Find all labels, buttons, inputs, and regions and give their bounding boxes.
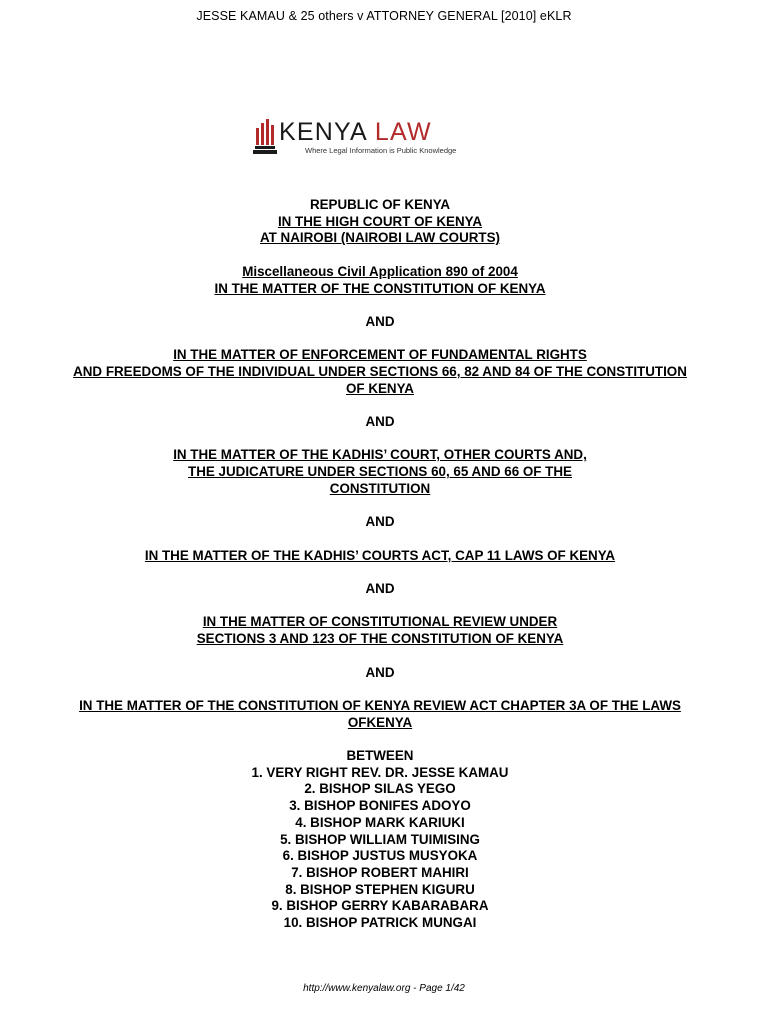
pillars-logo-icon — [253, 117, 277, 155]
kenya-law-logo — [253, 117, 468, 159]
matter-enforcement-line-2: AND FREEDOMS OF THE INDIVIDUAL UNDER SECTIONS 66, 82 AND 84 OF THE CONSTITUTION — [73, 363, 687, 379]
matter-kadhis-act: IN THE MATTER OF THE KADHIS’ COURTS ACT, CAP 11 LAWS OF KENYA — [144, 547, 616, 563]
logo-wordmark — [279, 118, 432, 146]
matter-enforcement-line-3: OF KENYA — [346, 380, 414, 396]
party-3: 3. BISHOP BONIFES ADOYO — [289, 798, 471, 814]
matter-kadhis-court-line-1: IN THE MATTER OF THE KADHIS’ COURT, OTHER COURTS AND, — [173, 447, 587, 463]
logo-word-law: LAW — [374, 118, 432, 146]
matter-review-act-line-1: IN THE MATTER OF THE CONSTITUTION OF KENYA REVIEW ACT CHAPTER 3A OF THE LAWS — [79, 697, 681, 713]
logo-word-kenya: KENYA — [279, 118, 368, 146]
party-5: 5. BISHOP WILLIAM TUIMISING — [280, 831, 480, 847]
party-7: 7. BISHOP ROBERT MAHIRI — [291, 864, 469, 880]
court-line-3: AT NAIROBI (NAIROBI LAW COURTS) — [259, 230, 501, 246]
between-heading: BETWEEN — [346, 748, 414, 764]
matter-constitution: IN THE MATTER OF THE CONSTITUTION OF KENYA — [214, 280, 546, 296]
party-9: 9. BISHOP GERRY KABARABARA — [271, 898, 489, 914]
party-8: 8. BISHOP STEPHEN KIGURU — [285, 881, 475, 897]
case-number: Miscellaneous Civil Application 890 of 2004 — [242, 263, 518, 279]
matter-review-line-1: IN THE MATTER OF CONSTITUTIONAL REVIEW UNDER — [202, 614, 558, 630]
and-separator: AND — [365, 581, 395, 597]
and-separator: AND — [365, 514, 395, 530]
matter-review-act-line-2: OFKENYA — [347, 714, 413, 730]
document-body — [50, 197, 710, 932]
party-10: 10. BISHOP PATRICK MUNGAI — [283, 915, 477, 931]
court-line-1: REPUBLIC OF KENYA — [309, 197, 451, 212]
party-2: 2. BISHOP SILAS YEGO — [304, 781, 456, 797]
party-6: 6. BISHOP JUSTUS MUSYOKA — [282, 848, 478, 864]
matter-kadhis-court-line-2: THE JUDICATURE UNDER SECTIONS 60, 65 AND 66 OF THE — [188, 464, 572, 480]
logo-tagline: Where Legal Information is Public Knowledge — [305, 146, 457, 155]
and-separator: AND — [365, 313, 395, 329]
running-header: JESSE KAMAU & 25 others v ATTORNEY GENERAL [2010] eKLR — [196, 9, 572, 23]
matter-kadhis-court-line-3: CONSTITUTION — [329, 480, 431, 496]
party-1: 1. VERY RIGHT REV. DR. JESSE KAMAU — [251, 764, 509, 780]
matter-enforcement-line-1: IN THE MATTER OF ENFORCEMENT OF FUNDAMENTAL RIGHTS — [173, 347, 587, 363]
court-line-2: IN THE HIGH COURT OF KENYA — [277, 213, 483, 229]
page-footer: http://www.kenyalaw.org - Page 1/42 — [303, 983, 465, 994]
and-separator: AND — [365, 414, 395, 430]
and-separator: AND — [365, 664, 395, 680]
matter-review-line-2: SECTIONS 3 AND 123 OF THE CONSTITUTION OF KENYA — [196, 631, 564, 647]
party-4: 4. BISHOP MARK KARIUKI — [295, 814, 465, 830]
